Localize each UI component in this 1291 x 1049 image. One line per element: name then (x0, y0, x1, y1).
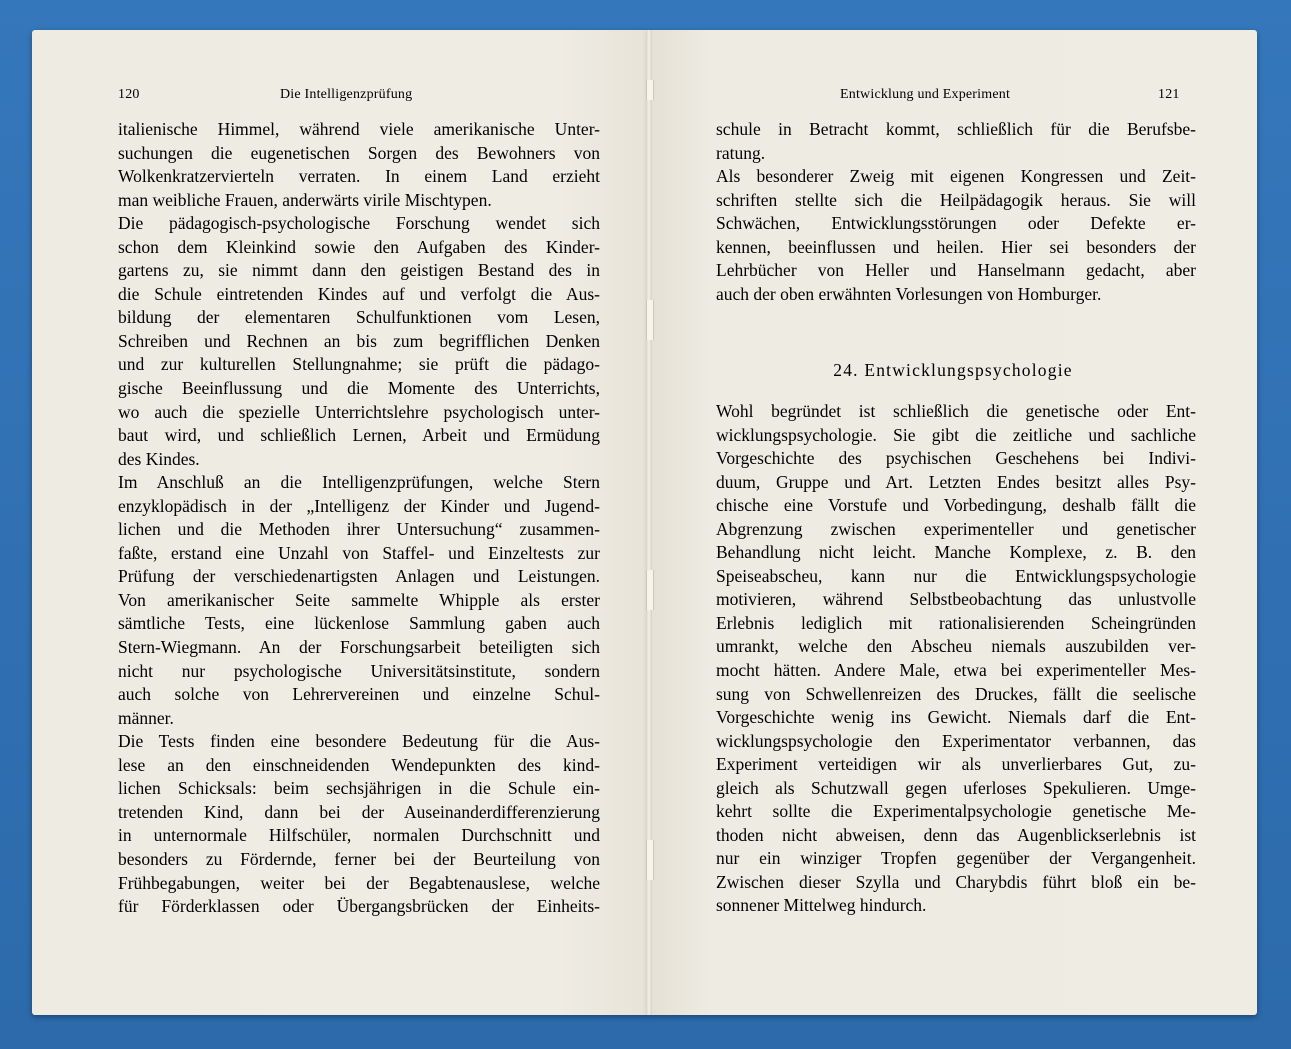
text-line: Schwächen, Entwicklungsstörungen oder Defekte er- (716, 213, 1196, 234)
text-line: Speiseabscheu, kann nur die Entwicklungspsychologie (716, 565, 1196, 586)
text-line: suchungen die eugenetischen Sorgen des Bewohners von (118, 142, 600, 163)
binding-stitch (646, 80, 654, 100)
text-line: Vorgeschichte des psychischen Geschehens bei Indivi- (716, 448, 1196, 469)
text-line: sung von Schwellenreizen des Druckes, fällt die seelische (716, 683, 1196, 704)
right-body-text-top (716, 118, 1196, 306)
text-line: Als besonderer Zweig mit eigenen Kongressen und Zeit- (716, 166, 1196, 187)
text-line: Lehrbücher von Heller und Hanselmann gedacht, aber (716, 260, 1196, 281)
text-line: männer. (118, 707, 174, 728)
text-line: Die Tests finden eine besondere Bedeutung für die Aus- (118, 731, 600, 752)
text-line: Abgrenzung zwischen experimenteller und genetischer (716, 518, 1196, 539)
text-line: besonders zu Fördernde, ferner bei der Beurteilung von (118, 848, 600, 869)
text-line: thoden nicht abweisen, denn das Augenblickserlebnis ist (716, 824, 1196, 845)
text-line: lese an den einschneidenden Wendepunkten des kind- (118, 754, 600, 775)
text-line: wo auch die spezielle Unterrichtslehre psychologisch unter- (118, 401, 600, 422)
text-line: sonnener Mittelweg hindurch. (716, 895, 927, 916)
text-line: nur ein winziger Tropfen gegenüber der Vergangenheit. (716, 848, 1196, 869)
text-line: Stern-Wiegmann. An der Forschungsarbeit beteiligten sich (118, 637, 600, 658)
left-body-text (118, 118, 600, 919)
text-line: Zwischen dieser Szylla und Charybdis führt bloß ein be- (716, 871, 1196, 892)
left-running-head: Die Intelligenzprüfung (280, 87, 413, 102)
text-line: des Kindes. (118, 448, 200, 469)
text-line: Von amerikanischer Seite sammelte Whipple als erster (118, 589, 600, 610)
text-line: Experiment verteidigen wir als unverlierbares Gut, zu- (716, 754, 1196, 775)
text-line: duum, Gruppe und Art. Letzten Endes besitzt alles Psy- (716, 471, 1196, 492)
text-line: Vorgeschichte wenig ins Gewicht. Niemals darf die Ent- (716, 707, 1196, 728)
text-line: lichen und die Methoden ihrer Untersuchung“ zusammen- (118, 519, 600, 540)
text-line: Behandlung nicht leicht. Manche Komplexe, z. B. den (716, 542, 1196, 563)
right-body-text-bottom (716, 400, 1196, 918)
text-line: gartens zu, sie nimmt dann den geistigen Bestand des in (118, 260, 600, 281)
text-line: Schreiben und Rechnen an bis zum begrifflichen Denken (118, 330, 600, 351)
text-line: in unternormale Hilfschüler, normalen Durchschnitt und (118, 825, 600, 846)
text-line: sämtliche Tests, eine lückenlose Sammlung gaben auch (118, 613, 600, 634)
right-page-number: 121 (1158, 87, 1180, 102)
text-line: chische eine Vorstufe und Vorbedingung, deshalb fällt die (716, 495, 1196, 516)
text-line: lichen Schicksals: beim sechsjährigen in die Schule ein- (118, 778, 600, 799)
text-line: auch der oben erwähnten Vorlesungen von Homburger. (716, 283, 1102, 304)
text-line: schule in Betracht kommt, schließlich für die Berufsbe- (716, 119, 1196, 139)
text-line: mocht hätten. Andere Male, etwa bei experimenteller Mes- (716, 660, 1196, 681)
text-line: auch solche von Lehrervereinen und einzelne Schul- (118, 684, 600, 705)
text-line: gleich als Schutzwall gegen uferloses Spekulieren. Umge- (716, 777, 1196, 798)
text-line: die Schule eintretenden Kindes auf und verfolgt die Aus- (118, 283, 600, 304)
text-line: Prüfung der verschiedenartigsten Anlagen und Leistungen. (118, 566, 600, 587)
text-line: Erlebnis lediglich mit rationalisierenden Scheingründen (716, 612, 1196, 633)
text-line: nicht nur psychologische Universitätsinstitute, sondern (118, 660, 600, 681)
text-line: Wohl begründet ist schließlich die genetische oder Ent- (716, 401, 1196, 421)
text-line: faßte, erstand eine Unzahl von Staffel- und Einzeltests zur (118, 542, 600, 563)
binding-stitch (646, 570, 654, 610)
text-line: wicklungspsychologie den Experimentator verbannen, das (716, 730, 1196, 751)
text-line: ratung. (716, 142, 766, 163)
text-line: motivieren, während Selbstbeobachtung das unlustvolle (716, 589, 1196, 610)
text-line: baut wird, und schließlich Lernen, Arbeit und Ermüdung (118, 425, 600, 446)
binding-stitch (646, 840, 654, 880)
text-line: gische Beeinflussung und die Momente des Unterrichts, (118, 378, 600, 399)
text-line: tretenden Kind, dann bei der Auseinanderdifferenzierung (118, 801, 600, 822)
text-line: kennen, beeinflussen und heilen. Hier sei besonders der (716, 236, 1196, 257)
text-line: man weibliche Frauen, anderwärts virile Mischtypen. (118, 189, 492, 210)
text-line: Wolkenkratzervierteln verraten. In einem Land erzieht (118, 166, 600, 187)
text-line: bildung der elementaren Schulfunktionen vom Lesen, (118, 307, 600, 328)
text-line: Die pädagogisch-psychologische Forschung wendet sich (118, 213, 600, 234)
right-running-head: Entwicklung und Experiment (840, 87, 1011, 102)
text-line: und zur kulturellen Stellungnahme; sie prüft die pädago- (118, 354, 600, 375)
text-line: für Förderklassen oder Übergangsbrücken der Einheits- (118, 896, 600, 917)
text-line: Frühbegabungen, weiter bei der Begabtenauslese, welche (118, 872, 600, 893)
left-page-number: 120 (118, 87, 140, 102)
binding-stitch (646, 300, 654, 340)
text-line: enzyklopädisch in der „Intelligenz der Kinder und Jugend- (118, 495, 600, 516)
text-line: umrankt, welche den Abscheu niemals auszubilden ver- (716, 636, 1196, 657)
text-line: italienische Himmel, während viele amerikanische Unter- (118, 119, 600, 139)
text-line: schon dem Kleinkind sowie den Aufgaben des Kinder- (118, 236, 600, 257)
section-heading: 24. Entwicklungspsychologie (833, 360, 1073, 380)
text-line: Im Anschluß an die Intelligenzprüfungen, welche Stern (118, 472, 600, 493)
text-line: kehrt sollte die Experimentalpsychologie genetische Me- (716, 801, 1196, 822)
text-line: schriften stellte sich die Heilpädagogik heraus. Sie will (716, 189, 1196, 210)
text-line: wicklungspsychologie. Sie gibt die zeitliche und sachliche (716, 424, 1196, 445)
